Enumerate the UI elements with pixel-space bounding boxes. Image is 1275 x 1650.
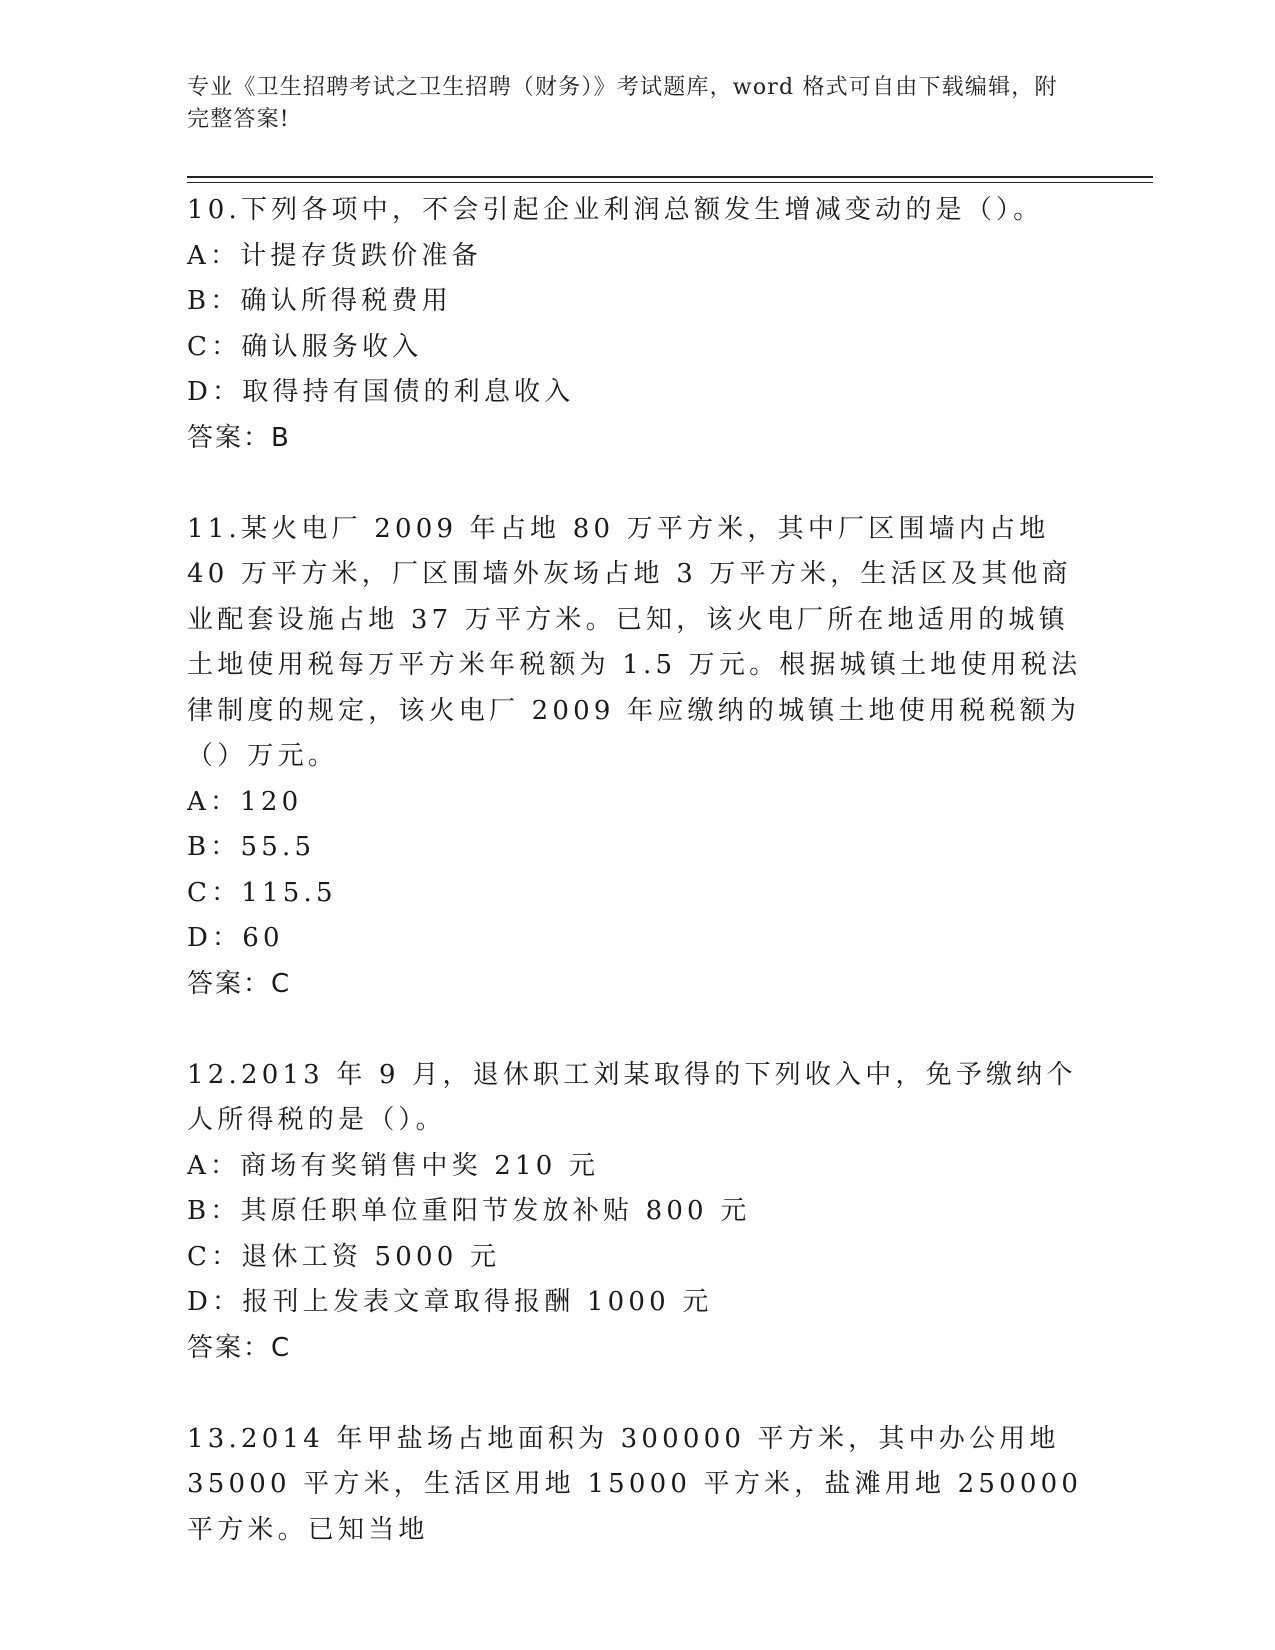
option-c: C：退休工资 5000 元 xyxy=(187,1241,501,1272)
question-list xyxy=(187,188,1087,1553)
header-divider-thick xyxy=(187,176,1153,178)
question-13 xyxy=(187,1417,1087,1554)
spacer xyxy=(187,461,1087,507)
option-a: A：商场有奖销售中奖 210 元 xyxy=(187,1150,600,1181)
question-stem: 13.2014 年甲盐场占地面积为 300000 平方米，其中办公用地 35000 平方米，生活区用地 15000 平方米，盐滩用地 250000 平方米。已知当地 xyxy=(187,1423,1083,1545)
question-stem: 11.某火电厂 2009 年占地 80 万平方米，其中厂区围墙内占地 40 万平方米，厂区围墙外灰场占地 3 万平方米，生活区及其他商业配套设施占地 37 万平方米。已知，该火电厂所在地适用的城镇土地使用税每万平方米年税额为 1.5 万元。根据城镇土地使用税法律制度的规定，该火电厂 2009 年应缴纳的城镇土地使用税税额为（）万元。 xyxy=(187,513,1082,771)
question-11 xyxy=(187,507,1087,1008)
option-d: D：60 xyxy=(187,923,284,953)
option-c: C：确认服务收入 xyxy=(187,331,423,362)
option-b: B：确认所得税费用 xyxy=(187,286,452,316)
option-d: D：报刊上发表文章取得报酬 1000 元 xyxy=(187,1287,713,1317)
option-b: B：其原任职单位重阳节发放补贴 800 元 xyxy=(187,1196,751,1226)
answer: 答案：C xyxy=(187,1332,292,1363)
answer: 答案：B xyxy=(187,422,291,453)
option-c: C：115.5 xyxy=(187,877,337,908)
option-a: A：计提存货跌价准备 xyxy=(187,240,482,271)
option-a: A：120 xyxy=(187,786,303,817)
answer: 答案：C xyxy=(187,968,292,999)
option-b: B：55.5 xyxy=(187,832,316,862)
question-10 xyxy=(187,188,1087,461)
spacer xyxy=(187,1371,1087,1417)
spacer xyxy=(187,1007,1087,1053)
option-d: D：取得持有国债的利息收入 xyxy=(187,377,575,407)
header-divider-thin xyxy=(187,182,1153,183)
question-stem: 12.2013 年 9 月，退休职工刘某取得的下列收入中，免予缴纳个人所得税的是（）。 xyxy=(187,1059,1077,1135)
question-stem: 10.下列各项中，不会引起企业利润总额发生增减变动的是（）。 xyxy=(187,195,1044,225)
question-12 xyxy=(187,1053,1087,1372)
document-intro: 专业《卫生招聘考试之卫生招聘（财务）》考试题库，word 格式可自由下载编辑，附完整答案! xyxy=(187,75,1058,132)
